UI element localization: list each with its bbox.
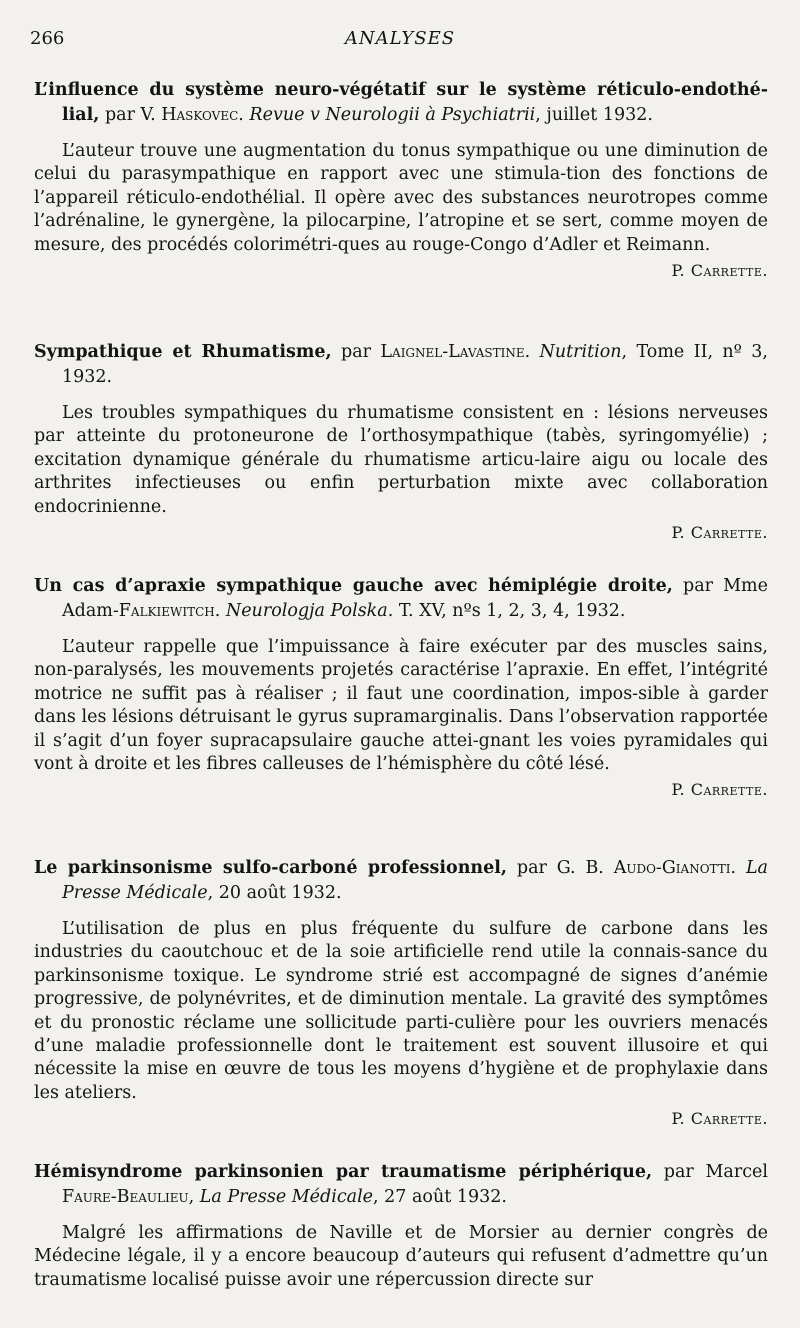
signature: P. Carrette. — [671, 261, 768, 281]
article-title: Un cas d’apraxie sympathique gauche avec hémiplégie droite, par Mme Adam-Falkiewitch. Neurologja Polska. T. XV, nºs 1, 2, 3, 4, 1932. — [34, 576, 768, 621]
article-title: Le parkinsonisme sulfo-carboné professionnel, par G. B. Audo-Gianotti. La Presse Médicale, 20 août 1932. — [34, 858, 768, 903]
journal: Nutrition — [539, 342, 622, 362]
abstract: Malgré les affirmations de Naville et de Morsier au dernier congrès de Médecine légale, il y a encore beaucoup d’auteurs qui refusent d’admettre qu’un traumatisme localisé puisse avoir une répercussion directe sur — [34, 1223, 768, 1290]
article-5 — [34, 1160, 768, 1292]
title-text: Sympathique et Rhumatisme, — [34, 342, 332, 362]
author: Haskovec — [161, 105, 239, 125]
signature: P. Carrette. — [671, 780, 768, 800]
title-text: L’influence du système neuro-végétatif sur le système réticulo-endothé-lial, — [34, 80, 768, 125]
page-number: 266 — [30, 28, 65, 49]
article-1 — [34, 78, 768, 280]
signature: P. Carrette. — [671, 523, 768, 543]
journal: La Presse Médicale — [199, 1187, 374, 1207]
journal: Revue v Neurologii à Psychiatrii — [249, 105, 536, 125]
title-text: Un cas d’apraxie sympathique gauche avec hémiplégie droite, — [34, 576, 673, 596]
issue: , juillet 1932. — [535, 105, 653, 125]
byline: par G. B. — [507, 858, 614, 878]
abstract: Les troubles sympathiques du rhumatisme consistent en : lésions nerveuses par atteinte du protoneurone de l’orthosympathique (tabès, syringomyélie) ; excitation dynamique générale du rhumatisme articu-laire aigu ou locale des arthrites infectieuses ou enfin perturbation mixte avec collaboration endocrinienne. — [34, 403, 768, 517]
journal: La Presse Médicale — [62, 858, 768, 903]
byline: par V. — [99, 105, 162, 125]
issue: , 27 août 1932. — [373, 1187, 507, 1207]
running-title: ANALYSES — [344, 28, 456, 49]
article-3 — [34, 574, 768, 799]
abstract: L’auteur trouve une augmentation du tonus sympathique ou une diminution de celui du parasympathique en rapport avec une stimula-tion des fonctions de l’appareil réticulo-endothélial. Il opère avec des substances neurotropes comme l’adrénaline, le gynergène, la pilocarpine, l’atropine et se sert, comme moyen de mesure, des procédés colorimétri-ques au rouge-Congo d’Adler et Reimann. — [34, 141, 768, 255]
article-4 — [34, 856, 768, 1128]
article-title: Hémisyndrome parkinsonien par traumatisme périphérique, par Marcel Faure-Beaulieu, La Presse Médicale, 27 août 1932. — [34, 1162, 768, 1207]
author: Falkiewitch — [118, 601, 215, 621]
abstract: L’utilisation de plus en plus fréquente du sulfure de carbone dans les industries du caoutchouc et de la soie artificielle rend utile la connais-sance du parkinsonisme toxique. Le syndrome strié est accompagné de signes d’anémie progressive, de polynévrites, et de diminution mentale. La gravité des symptômes et du pronostic réclame une sollicitude parti-culière pour les ouvriers menacés d’une maladie professionnelle dont le traitement est souvent illusoire et qui nécessite la mise en œuvre de tous les moyens d’hygiène et de prophylaxie dans les ateliers. — [34, 919, 768, 1103]
author: Faure-Beaulieu — [62, 1187, 189, 1207]
article-2 — [34, 340, 768, 542]
issue: , Tome II, nº 3, 1932. — [62, 342, 768, 387]
article-title: Sympathique et Rhumatisme, par Laignel-Lavastine. Nutrition, Tome II, nº 3, 1932. — [34, 342, 768, 387]
byline: par — [331, 342, 381, 362]
journal: Neurologja Polska — [225, 601, 388, 621]
signature: P. Carrette. — [671, 1109, 768, 1129]
author: Audo-Gianotti — [613, 858, 731, 878]
article-title: L’influence du système neuro-végétatif sur le système réticulo-endothé-lial, par V. Haskovec. Revue v Neurologii à Psychiatrii, juillet 1932. — [34, 80, 768, 125]
byline: par Marcel — [652, 1162, 768, 1182]
abstract: L’auteur rappelle que l’impuissance à faire exécuter par des muscles sains, non-paralysés, les mouvements projetés caractérise l’apraxie. En effet, l’intégrité motrice ne suffit pas à réaliser ; il faut une coordination, impos-sible à garder dans les lésions détruisant le gyrus supramarginalis. Dans l’observation rapportée il s’agit d’un foyer supracapsulaire gauche attei-gnant les voies pyramidales qui vont à droite et les fibres calleuses de l’hémisphère du côté lésé. — [34, 637, 768, 775]
page-header — [30, 28, 770, 54]
byline: par Mme Adam- — [62, 576, 768, 621]
title-text: Le parkinsonisme sulfo-carboné professionnel, — [34, 858, 508, 878]
issue: , 20 août 1932. — [207, 883, 342, 903]
title-text: Hémisyndrome parkinsonien par traumatisme périphérique, — [34, 1162, 653, 1182]
author: Laignel-Lavastine — [380, 342, 525, 362]
issue: . T. XV, nºs 1, 2, 3, 4, 1932. — [387, 601, 626, 621]
